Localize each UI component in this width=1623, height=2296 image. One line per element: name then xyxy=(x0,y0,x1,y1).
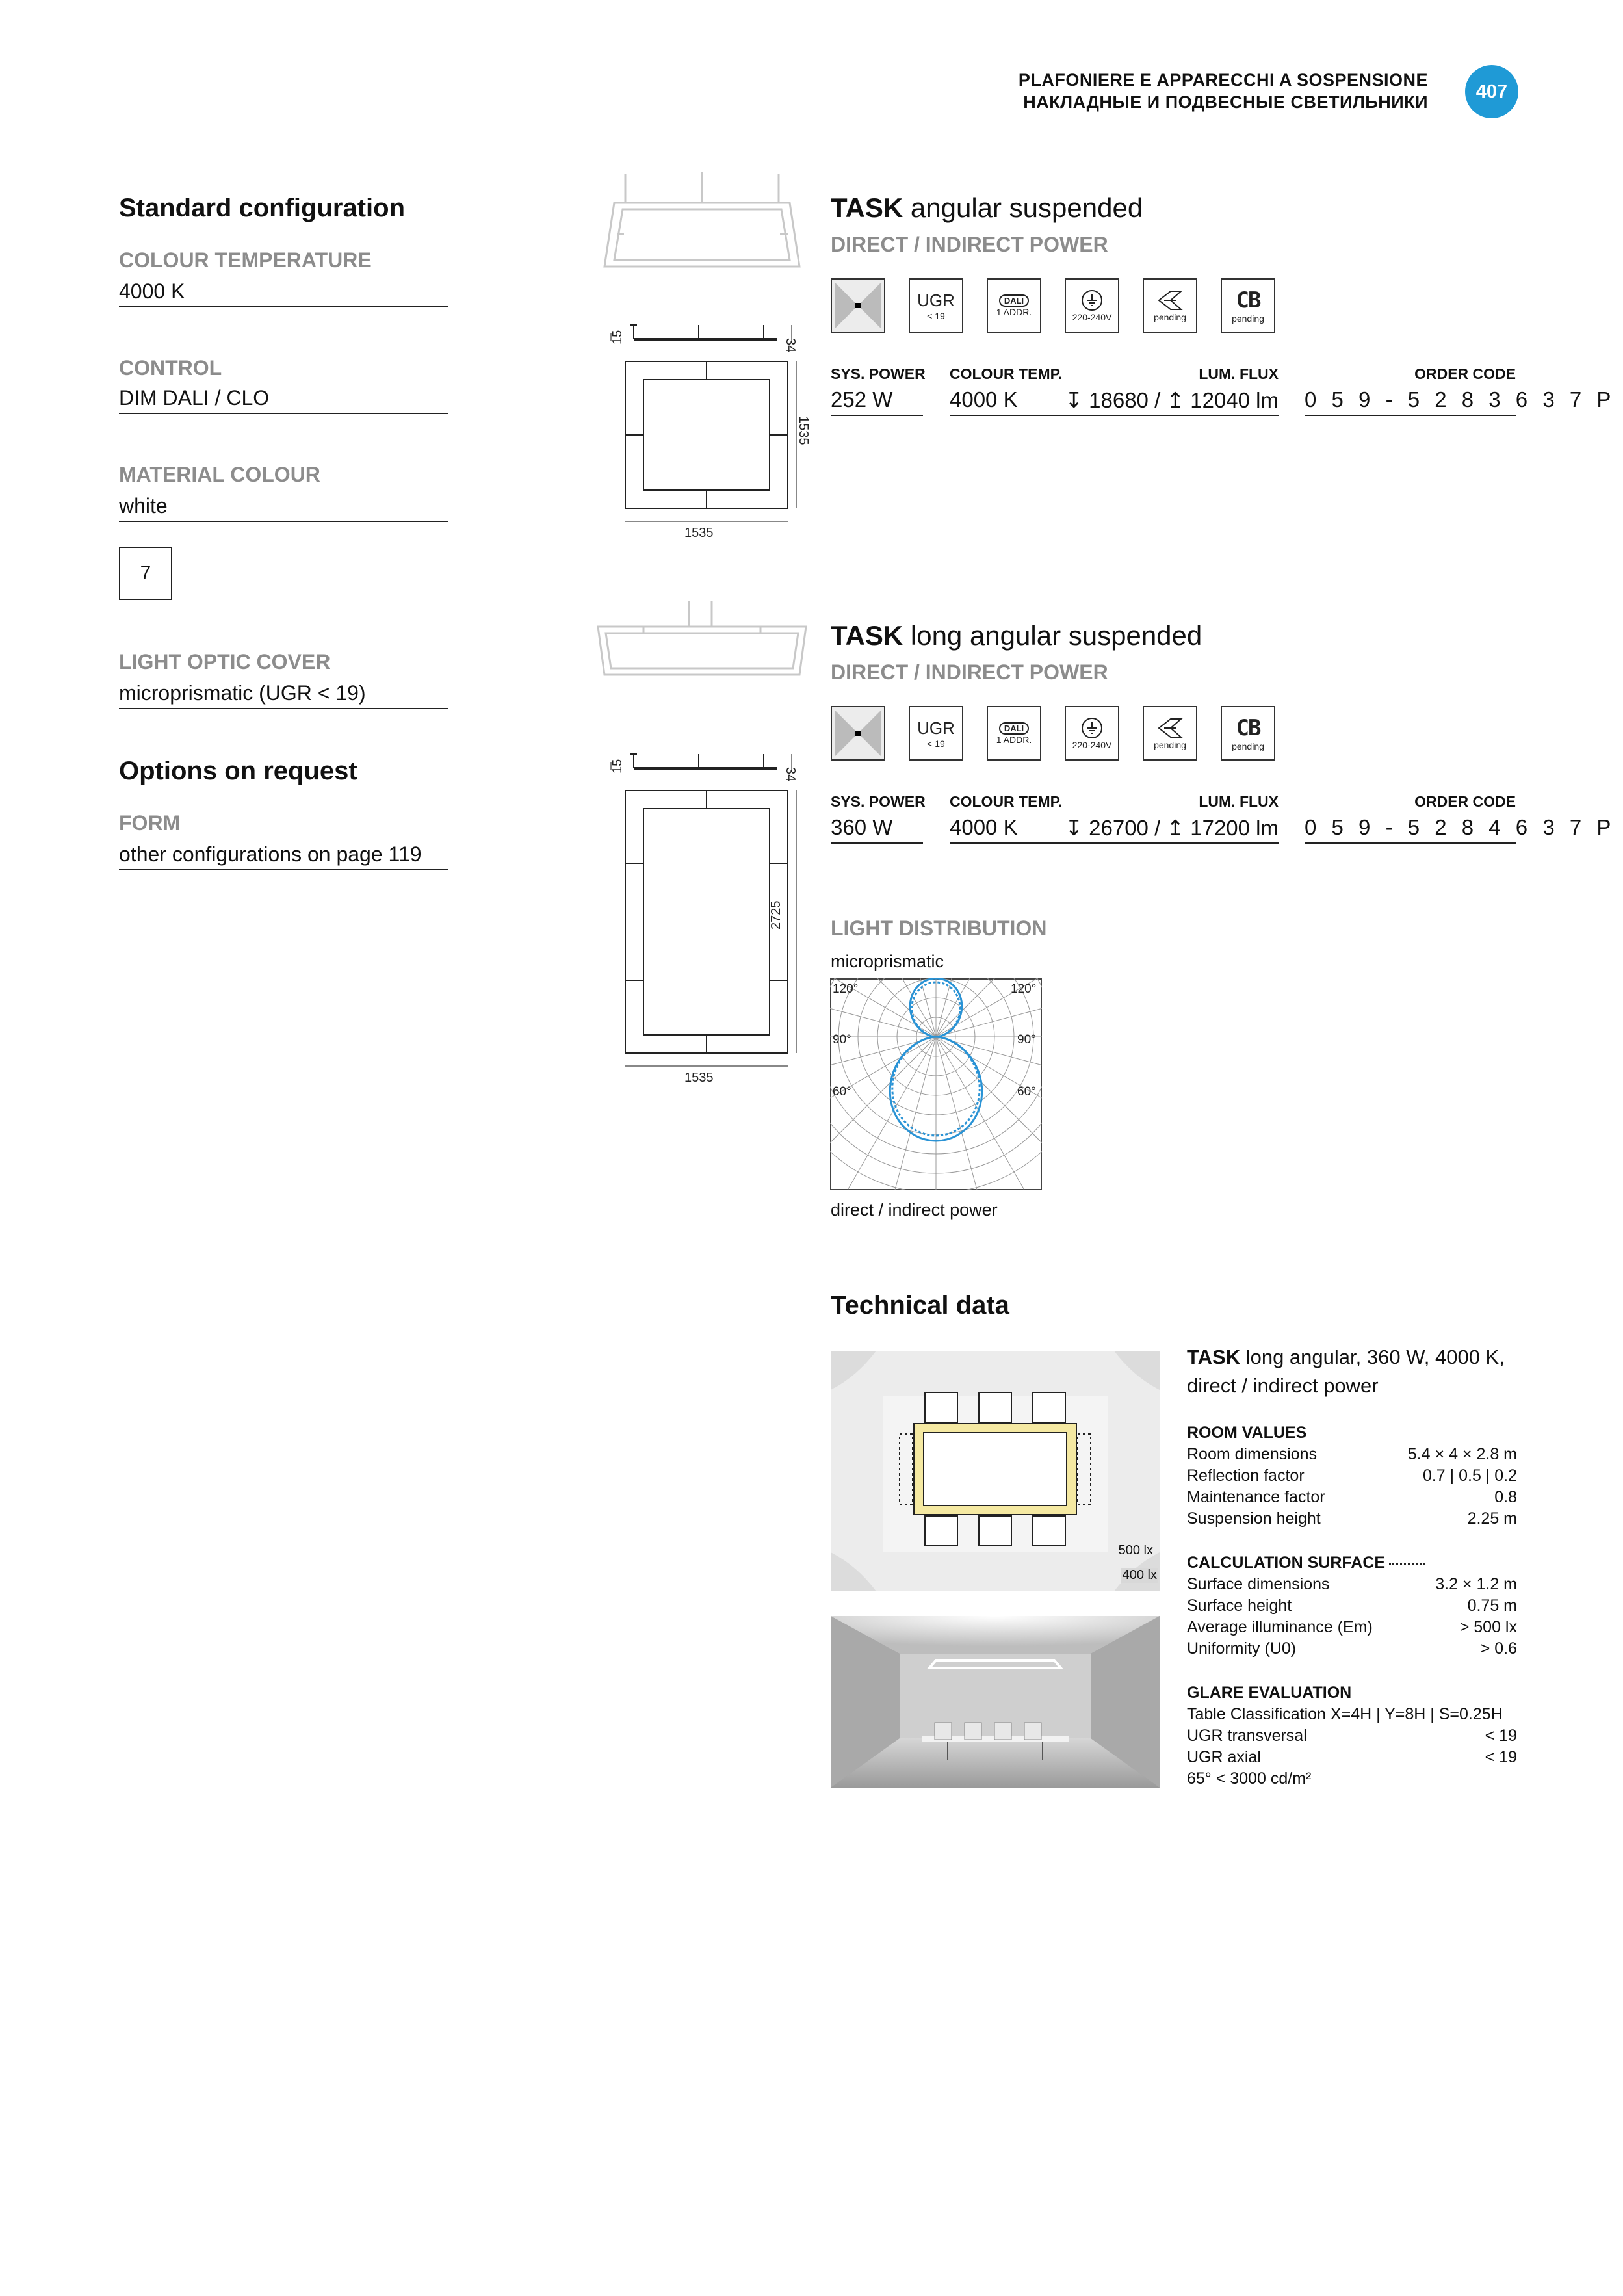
p2-lum-flux: ↧ 26700 / ↥ 17200 lm xyxy=(1065,816,1279,840)
technical-product-description: TASK long angular, 360 W, 4000 K, direct / indirect power xyxy=(1187,1346,1505,1397)
ugr-transversal-row: UGR transversal < 19 xyxy=(1187,1727,1517,1745)
p2-header-order-code: ORDER CODE xyxy=(1414,793,1516,810)
header-line-1: PLAFONIERE E APPARECCHI A SOSPENSIONE xyxy=(1018,70,1428,90)
product-2-title: TASK long angular suspended xyxy=(831,620,1202,651)
surface-dimensions-row: Surface dimensions 3.2 × 1.2 m xyxy=(1187,1575,1517,1593)
p2-header-lum-flux: LUM. FLUX xyxy=(1199,793,1279,810)
angle-120-right: 120° xyxy=(1011,982,1037,996)
p2-order-code: 0 5 9 - 5 2 8 4 6 3 7 P xyxy=(1305,815,1516,844)
calculation-surface-title: CALCULATION SURFACE xyxy=(1187,1554,1425,1572)
form-label: FORM xyxy=(119,811,181,835)
product-2-perspective-drawing xyxy=(585,598,819,683)
product-1-technical-drawing xyxy=(598,319,812,540)
dim-height-1535: 1535 xyxy=(796,416,811,445)
certification-pending-icon: pending xyxy=(1143,706,1197,761)
light-optic-cover-value: microprismatic (UGR < 19) xyxy=(119,681,448,709)
product-1-icons xyxy=(831,278,1275,333)
p2-header-colour-temp: COLOUR TEMP. xyxy=(950,793,1063,810)
standard-configuration-title: Standard configuration xyxy=(119,194,405,222)
reflection-factor-row: Reflection factor 0.7 | 0.5 | 0.2 xyxy=(1187,1467,1517,1485)
table-classification: Table Classification X=4H | Y=8H | S=0.25H xyxy=(1187,1705,1503,1723)
room-values-title: ROOM VALUES xyxy=(1187,1424,1307,1442)
dim-height-2725: 2725 xyxy=(769,900,783,930)
technical-data-title: Technical data xyxy=(831,1291,1009,1320)
direct-indirect-icon xyxy=(831,278,885,333)
p1-header-sys-power: SYS. POWER xyxy=(831,365,926,382)
cb-pending-icon: CB pending xyxy=(1221,278,1275,333)
options-on-request-title: Options on request xyxy=(119,757,357,785)
room-dimensions-row: Room dimensions 5.4 × 4 × 2.8 m xyxy=(1187,1445,1517,1463)
angle-120-left: 120° xyxy=(833,982,859,996)
product-2-technical-drawing xyxy=(598,748,812,1086)
polar-diagram xyxy=(830,978,1042,1190)
product-1-title: TASK angular suspended xyxy=(831,192,1143,223)
product-1-subtitle: DIRECT / INDIRECT POWER xyxy=(831,233,1108,256)
dali-icon: DALI 1 ADDR. xyxy=(987,706,1041,761)
light-optic-cover-label: LIGHT OPTIC COVER xyxy=(119,650,331,673)
suspension-height-row: Suspension height 2.25 m xyxy=(1187,1509,1517,1528)
p2-colour-temp: 4000 K xyxy=(950,815,1279,844)
surface-height-row: Surface height 0.75 m xyxy=(1187,1597,1517,1615)
average-illuminance-row: Average illuminance (Em) > 500 lx xyxy=(1187,1618,1517,1636)
maintenance-factor-row: Maintenance factor 0.8 xyxy=(1187,1488,1517,1506)
dali-icon: DALI 1 ADDR. xyxy=(987,278,1041,333)
dim-34-b: 34 xyxy=(783,767,798,782)
material-colour-code-box: 7 xyxy=(119,547,172,600)
material-colour-value: white xyxy=(119,494,448,522)
angle-90-left: 90° xyxy=(833,1033,851,1047)
ugr-icon: UGR < 19 xyxy=(909,278,963,333)
voltage-ground-icon: 220-240V xyxy=(1065,706,1119,761)
control-value: DIM DALI / CLO xyxy=(119,386,448,414)
light-distribution-optic: microprismatic xyxy=(831,952,944,971)
dim-width-1535-b: 1535 xyxy=(684,1071,714,1085)
dim-15-b: 15 xyxy=(610,759,625,774)
ugr-icon: UGR < 19 xyxy=(909,706,963,761)
cb-pending-icon: CB pending xyxy=(1221,706,1275,761)
certification-pending-icon: pending xyxy=(1143,278,1197,333)
dim-15: 15 xyxy=(610,330,625,345)
material-colour-label: MATERIAL COLOUR xyxy=(119,463,320,486)
angle-60-right: 60° xyxy=(1017,1085,1036,1099)
header-line-2: НАКЛАДНЫЕ И ПОДВЕСНЫЕ СВЕТИЛЬНИКИ xyxy=(1023,92,1428,112)
light-distribution-caption: direct / indirect power xyxy=(831,1200,998,1220)
p2-sys-power: 360 W xyxy=(831,815,923,844)
p2-header-sys-power: SYS. POWER xyxy=(831,793,926,810)
ugr-axial-row: UGR axial < 19 xyxy=(1187,1748,1517,1766)
form-value: other configurations on page 119 xyxy=(119,842,448,870)
voltage-ground-icon: 220-240V xyxy=(1065,278,1119,333)
room-rendering xyxy=(831,1616,1160,1788)
dim-34: 34 xyxy=(783,338,798,353)
lux-400-label: 400 lx xyxy=(1122,1568,1157,1582)
direct-indirect-icon xyxy=(831,706,885,761)
dim-width-1535: 1535 xyxy=(684,526,714,540)
p1-header-order-code: ORDER CODE xyxy=(1414,365,1516,382)
p1-header-lum-flux: LUM. FLUX xyxy=(1199,365,1279,382)
page-number-badge: 407 xyxy=(1465,65,1518,118)
p1-sys-power: 252 W xyxy=(831,387,923,416)
product-2-subtitle: DIRECT / INDIRECT POWER xyxy=(831,660,1108,684)
angle-60-left: 60° xyxy=(833,1085,851,1099)
angle-90-right: 90° xyxy=(1017,1033,1036,1047)
uniformity-row: Uniformity (U0) > 0.6 xyxy=(1187,1639,1517,1658)
control-label: CONTROL xyxy=(119,356,222,380)
colour-temperature-label: COLOUR TEMPERATURE xyxy=(119,248,372,272)
glare-evaluation-title: GLARE EVALUATION xyxy=(1187,1684,1352,1702)
luminance-limit: 65° < 3000 cd/m² xyxy=(1187,1769,1312,1788)
light-distribution-title: LIGHT DISTRIBUTION xyxy=(831,917,1047,940)
p1-order-code: 0 5 9 - 5 2 8 3 6 3 7 P xyxy=(1305,387,1516,416)
colour-temperature-value: 4000 K xyxy=(119,280,448,307)
product-1-perspective-drawing xyxy=(585,169,819,286)
p1-colour-temp: 4000 K xyxy=(950,387,1279,416)
p1-header-colour-temp: COLOUR TEMP. xyxy=(950,365,1063,382)
p1-lum-flux: ↧ 18680 / ↥ 12040 lm xyxy=(1065,388,1279,412)
product-2-icons xyxy=(831,706,1275,761)
floor-plan xyxy=(831,1351,1160,1591)
lux-500-label: 500 lx xyxy=(1118,1543,1153,1558)
